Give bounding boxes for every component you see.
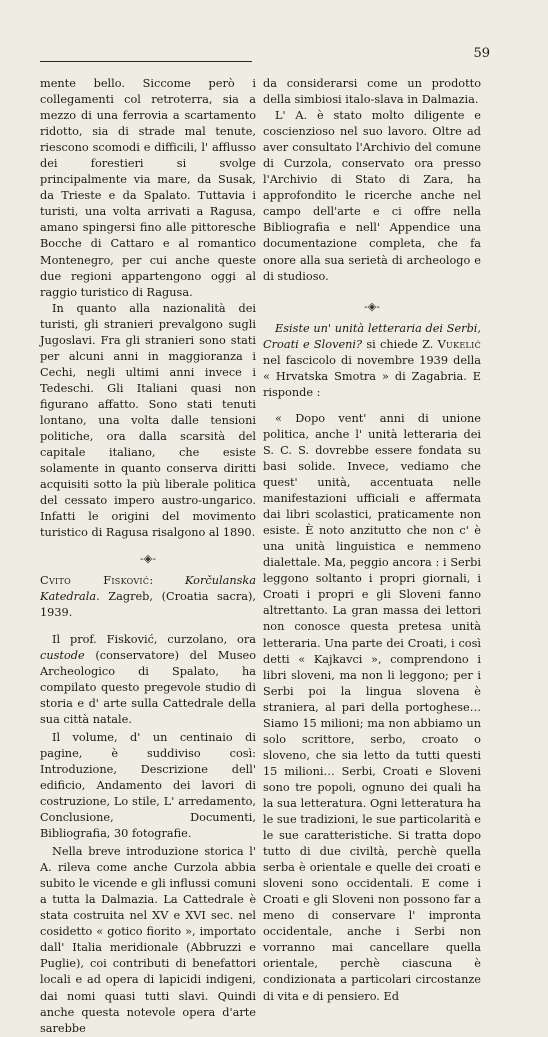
left-column: [40, 76, 256, 1037]
section-ornament: -◈-: [364, 299, 380, 313]
article-author: Vukelić: [437, 337, 481, 351]
paragraph-fiskovic-intro: [40, 632, 256, 728]
paragraph-tourist-nationality: In quanto alla nazionalità dei turisti, gli stranieri prevalgono sugli Jugoslavi. Fra gli stranieri sono stati per alcuni anni in maggioranza i Cechi, negli ultimi anni invece i Tedeschi. Gli Italiani quasi non figurano affatto. Sono stati tenuti lontano, una volta dalle tensioni politiche, ora dalla scarsità del capitale italiano, che esiste solamente in quanto conserva diritti acquisiti sotto la più liberale politica del cessato impero austro-ungarico. Infatti le origini del movimento turistico di Ragusa risalgono al 1890.: [40, 301, 256, 540]
custode-term: custode: [40, 648, 85, 662]
text-span: nel fascicolo di novembre 1939 della « Hrvatska Smotra » di Zagabria. E risponde :: [263, 353, 481, 399]
right-column: [263, 76, 481, 1005]
review-heading: Cvito Fisković: Korčulanska Katedrala. Zagreb, (Croatia sacra), 1939.: [40, 574, 256, 620]
paragraph-italo-slav: da considerarsi come un prodotto della simbiosi italo-slava in Dalmazia.: [263, 77, 481, 107]
review-author: Cvito Fisković: [40, 574, 150, 588]
paragraph-tourism-access: mente bello. Siccome però i collegamenti col retroterra, sia a mezzo di una ferrovia a scartamento ridotto, sia di strade mal tenute, riescono scomodi e difficili, l' afflusso dei forestieri si svolge principalmente via mare, da Susak, da Trieste e da Spalato. Tuttavia i turisti, una volta arrivati a Ragusa, amano spingersi fino alle pittoresche Bocche di Cattaro e al romantico Montenegro, per cui anche queste due regioni appartengono oggi al raggio turistico di Ragusa.: [40, 77, 256, 299]
paragraph-literary-unity-question: [263, 321, 481, 401]
review-title: Korčulanska Katedrala.: [40, 574, 256, 604]
paragraph-quotation: « Dopo vent' anni di unione politica, anche l' unità letteraria dei S. C. S. dovrebbe essere fondata su basi solide. Invece, vediamo che quest' unità, accentuata nelle manifestazioni ufficiali e affermata dai libri scolastici, praticamente non esiste. È noto anzitutto che non c' è una unità linguistica e nemmeno dialettale. Ma, peggio ancora : i Serbi leggono soltanto i propri giornali, i Croati i propri e gli Sloveni fanno altrettanto. La gran massa dei lettori non conosce questa pretesa unità letteraria. Una parte dei Croati, i così detti « Kajkavci », comprendono i libri sloveni, ma non li leggono; per i Serbi poi la lingua slovena è straniera, al pari della portoghese… Siamo 15 milioni; ma non abbiamo un solo scrittore, serbo, croato o sloveno, che sia letto da tutti questi 15 milioni… Serbi, Croati e Sloveni sono tre popoli, ognuno dei quali ha la sua letteratura. Ogni letteratura ha le sue tradizioni, le sue particolarità e le sue caratteristiche. Si tratta dopo tutto di due civiltà, perchè quella serba è orientale e quelle dei croati e sloveni sono occidentali. E come i Croati e gli Sloveni non possono far a meno di conservare l' impronta occidentale, anche i Serbi non vorranno mai cancellare quella orientale, perchè ciascuna è condizionata a particolari circostanze di vita e di pensiero. Ed: [263, 411, 481, 1003]
paragraph-volume-contents: Il volume, d' un centinaio di pagine, è suddiviso così: Introduzione, Descrizione dell' edificio, Andamento dei lavori di costruzione, Lo stile, L' arredamento, Conclusione, Documenti, Bibliografia, 30 fotografie.: [40, 730, 256, 841]
paragraph-historical-intro: Nella breve introduzione storica l' A. rileva come anche Curzola abbia subito le vicende e gli influssi comuni a tutta la Dalmazia. La Cattedrale è stata costruita nel XV e XVI sec. nel cosidetto « gotico fiorito », importato dall' Italia meridionale (Abbruzzi e Puglie), coi contributi di benefattori locali e ad opera di lapicidi indigeni, dai nomi quasi tutti slavi. Quindi anche questa notevole opera d'arte sarebbe: [40, 845, 256, 1035]
review-publication: Zagreb, (Croatia sacra), 1939.: [40, 590, 256, 620]
section-ornament: -◈-: [140, 552, 156, 566]
text-span: (conservatore) del Museo Archeologico di Spalato, ha compilato questo pregevole studio di storia e d' arte sulla Cattedrale della sua città natale.: [40, 648, 256, 726]
article-title: Esiste un' unità letteraria dei Serbi, Croati e Sloveni?: [263, 321, 481, 351]
text-span: Il prof. Fisković, curzolano, ora: [52, 632, 256, 646]
header-rule: [40, 61, 252, 62]
text-span: si chiede Z.: [362, 337, 438, 351]
paragraph-author-diligence: L' A. è stato molto diligente e coscienzioso nel suo lavoro. Oltre ad aver consultato l'Archivio del comune di Curzola, conservato ora presso l'Archivio di Stato di Zara, ha approfondito le ricerche anche nel campo dell'arte e ci offre nella Bibliografia e nell' Appendice una documentazione completa, che fa onore alla sua serietà di archeologo e di studioso.: [263, 109, 481, 283]
page-number: 59: [473, 46, 490, 61]
